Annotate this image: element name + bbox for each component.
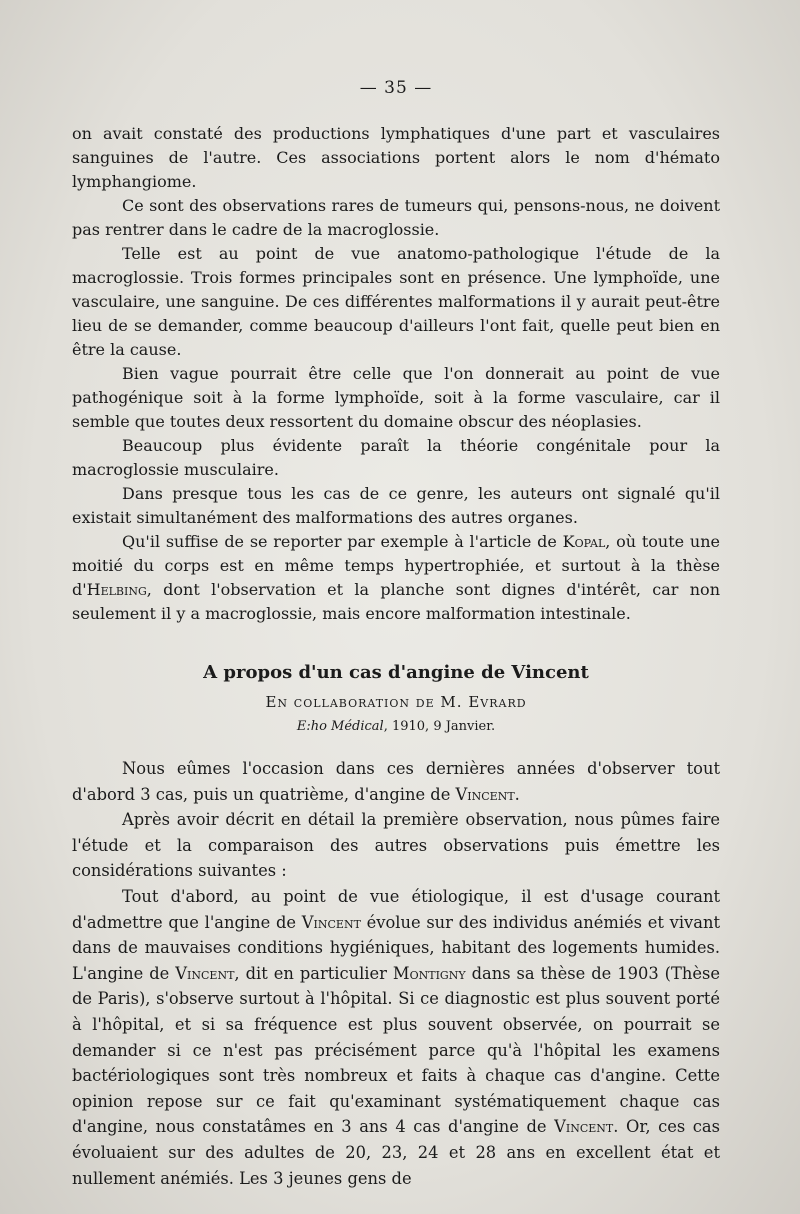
paragraph-3: Telle est au point de vue anatomo-pathologique l'étude de la macroglossie. Trois formes principales sont en présence. Une lymphoïde, une vasculaire, une sanguine. De ces différentes malformations il y aurait peut-être lieu de se demander, comme beaucoup d'ailleurs l'ont fait, quelle peut bien en être la cause. [72,244,720,359]
author-name-helbing: Helbing [86,580,147,599]
lower-text [72,756,720,1191]
paragraph-study: Après avoir décrit en détail la première observation, nous pûmes faire l'étude et la comparaison des autres observations puis émettre les considérations suivantes : [72,810,720,881]
page-number: — 35 — [359,78,433,98]
author-name-vincent: Vincent [554,1117,614,1137]
source-date: , 1910, 9 Janvier. [383,719,496,734]
source-citation [72,719,720,734]
journal-name: E:ho Médical [296,719,384,734]
paragraph-5: Beaucoup plus évidente paraît la théorie congénitale pour la macroglossie musculaire. [72,436,720,479]
paragraph-6: Dans presque tous les cas de ce genre, les auteurs ont signalé qu'il existait simultanément des malformations des autres organes. [72,484,720,527]
author-name-montigny: Montigny [392,963,466,983]
paragraph-4: Bien vague pourrait être celle que l'on donnerait au point de vue pathogénique soit à la forme lymphoïde, soit à la forme vasculaire, car il semble que toutes deux ressortent du domaine obscur des néoplasies. [72,364,720,431]
text-run: Nous eûmes l'occasion dans ces dernières années d'observer tout d'abord 3 cas, puis un quatrième, d'angine de [72,759,720,804]
section-title: A propos d'un cas d'angine de Vincent [203,662,589,683]
text-run: . Or, ces cas évoluaient sur des adultes de 20, 23, 24 et 28 ans en excellent état et nullement anémiés. Les 3 jeunes gens de [72,1117,720,1188]
text-run: Tout d'abord, au point de vue étiologique, il est d'usage courant d'admettre que l'angine de [72,886,720,932]
author-name-kopal: Kopal [562,532,606,551]
upper-text [72,122,720,626]
paragraph-etiology [72,884,720,1191]
paragraph-cases [72,756,720,807]
text-run: dans sa thèse de 1903 (Thèse de Paris), s'observe surtout à l'hôpital. Si ce diagnostic est plus souvent porté à l'hôpital, et si sa fréquence est plus souvent observée, on pourrait se demander si ce n'est pas précisément parce qu'à l'hôpital les examens bactériologiques sont très nombreux et faits à chaque cas d'angine. Cette opinion repose sur ce fait qu'examinant systématiquement chaque cas d'angine, nous constatâmes en 3 ans 4 cas d'angine de [72,963,720,1137]
paragraph-1: on avait constaté des productions lymphatiques d'une part et vasculaires sanguines de l'autre. Ces associations portent alors le nom d'hémato lymphangiome. [72,124,720,191]
author-name-vincent: Vincent [175,963,235,983]
paragraph-2: Ce sont des observations rares de tumeurs qui, pensons-nous, ne doivent pas rentrer dans le cadre de la macroglossie. [72,196,720,239]
text-run: , dit en particulier [234,963,393,983]
text-run: Qu'il suffise de se reporter par exemple à l'article de [122,532,563,551]
paragraph-kopal [72,530,720,626]
collaboration-line: En collaboration de M. Evrard [265,693,527,711]
text-run: évolue sur des individus anémiés et vivant dans de mauvaises conditions hygiéniques, habitant des logements humides. L'angine de [72,912,720,983]
text-run: . [514,784,520,804]
author-name-vincent: Vincent [301,912,361,932]
author-name-vincent: Vincent [455,784,515,804]
text-run: , où toute une moitié du corps est en même temps hypertrophiée, et surtout à la thèse d' [72,532,720,599]
text-run: , dont l'observation et la planche sont dignes d'intérêt, car non seulement il y a macroglossie, mais encore malformation intestinale. [72,580,720,623]
